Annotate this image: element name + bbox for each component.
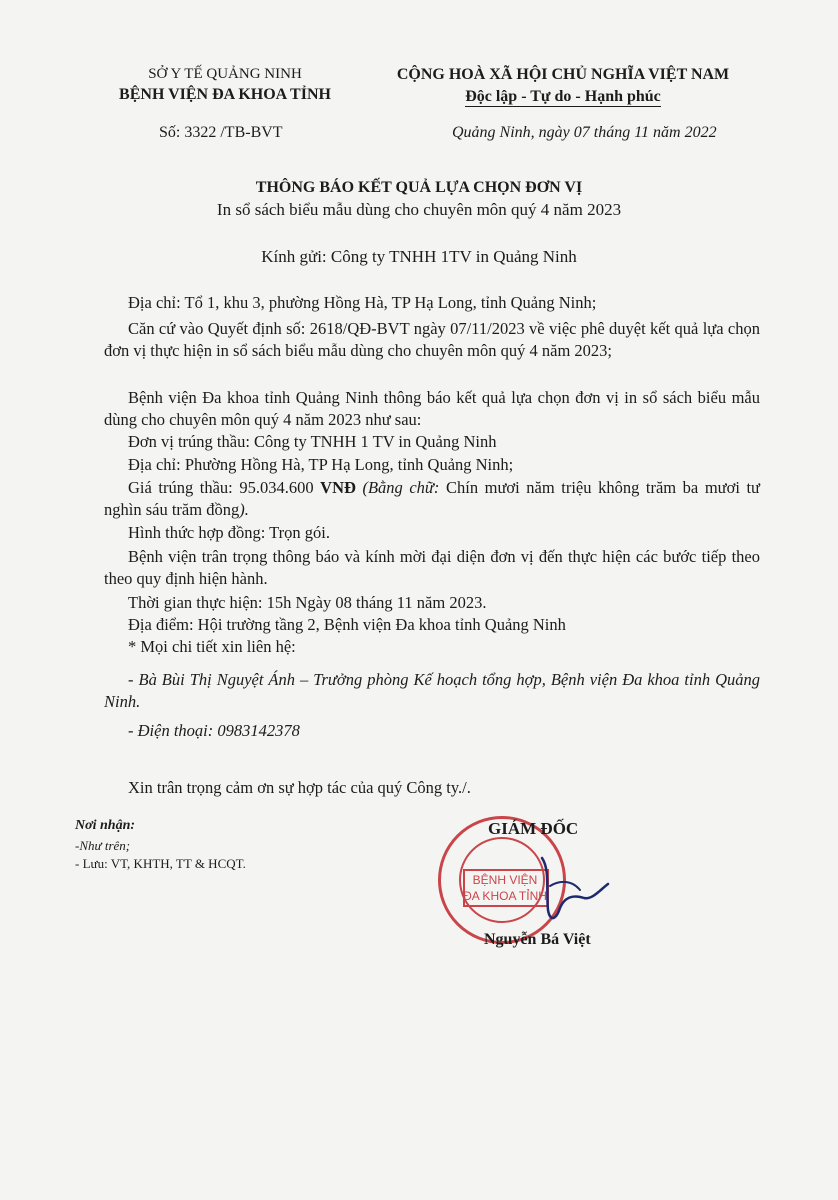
recipient: Kính gửi: Công ty TNHH 1TV in Quảng Ninh <box>261 247 577 266</box>
venue-line: Địa điểm: Hội trường tầng 2, Bệnh viện Đa khoa tỉnh Quảng Ninh <box>128 615 566 634</box>
national-motto: Độc lập - Tự do - Hạnh phúc <box>465 88 661 105</box>
basis-paragraph: Căn cứ vào Quyết định số: 2618/QĐ-BVT ngày 07/11/2023 về việc phê duyệt kết quả lựa chọn đơn vị thực hiện in sổ sách biểu mẫu dùng cho chuyên môn quý 4 năm 2023; <box>104 319 760 360</box>
winner-line: Đơn vị trúng thầu: Công ty TNHH 1 TV in Quảng Ninh <box>128 432 497 451</box>
page-title: THÔNG BÁO KẾT QUẢ LỰA CHỌN ĐƠN VỊ <box>255 179 583 196</box>
recipients-line2: - Lưu: VT, KHTH, TT & HCQT. <box>75 856 246 871</box>
price-value: Giá trúng thầu: 95.034.600 <box>128 478 321 497</box>
page-subtitle: In sổ sách biểu mẫu dùng cho chuyên môn quý 4 năm 2023 <box>216 200 622 219</box>
national-title: CỘNG HOÀ XÃ HỘI CHỦ NGHĨA VIỆT NAM <box>396 66 730 83</box>
announce-paragraph: Bệnh viện Đa khoa tỉnh Quảng Ninh thông báo kết quả lựa chọn đơn vị in sổ sách biểu mẫu dùng cho chuyên môn quý 4 năm 2023 như sau: <box>104 388 760 429</box>
price-paragraph <box>104 477 760 521</box>
handwritten-signature <box>520 850 630 930</box>
contract-form-line: Hình thức hợp đồng: Trọn gói. <box>128 523 330 542</box>
price-words-end: ). <box>239 500 249 519</box>
stamp-line2: ĐA KHOA TỈNH <box>463 889 547 903</box>
price-words: Chín mươi năm triệu không trăm ba mươi tư nghìn sáu trăm đồng <box>104 478 760 519</box>
contact-person: - Bà Bùi Thị Nguyệt Ánh – Trưởng phòng Kế hoạch tổng hợp, Bệnh viện Đa khoa tỉnh Quảng Ninh. <box>104 670 760 711</box>
thanks-line: Xin trân trọng cảm ơn sự hợp tác của quý Công ty./. <box>128 778 471 797</box>
signer-name: Nguyễn Bá Việt <box>484 931 591 948</box>
winner-address-line: Địa chỉ: Phường Hồng Hà, TP Hạ Long, tỉnh Quảng Ninh; <box>128 455 514 474</box>
contact-intro: * Mọi chi tiết xin liên hệ: <box>128 637 296 656</box>
price-currency: VNĐ <box>320 478 356 497</box>
signer-title: GIÁM ĐỐC <box>488 819 579 838</box>
recipients-line1: -Như trên; <box>75 838 131 853</box>
place-date: Quảng Ninh, ngày 07 tháng 11 năm 2022 <box>452 124 717 141</box>
price-words-label: (Bằng chữ: <box>362 478 440 497</box>
contact-phone: - Điện thoại: 0983142378 <box>128 721 300 740</box>
invite-paragraph: Bệnh viện trân trọng thông báo và kính mời đại diện đơn vị đến thực hiện các bước tiếp theo theo quy định hiện hành. <box>104 547 760 588</box>
recipients-label: Nơi nhận: <box>75 818 136 833</box>
address-line: Địa chỉ: Tổ 1, khu 3, phường Hồng Hà, TP Hạ Long, tỉnh Quảng Ninh; <box>128 293 597 312</box>
time-line: Thời gian thực hiện: 15h Ngày 08 tháng 11 năm 2023. <box>128 593 487 612</box>
hospital-name: BỆNH VIỆN ĐA KHOA TỈNH <box>119 86 331 103</box>
stamp-line1: BỆNH VIỆN <box>472 873 538 887</box>
document-number: Số: 3322 /TB-BVT <box>159 124 283 141</box>
department-name: SỞ Y TẾ QUẢNG NINH <box>148 66 302 82</box>
